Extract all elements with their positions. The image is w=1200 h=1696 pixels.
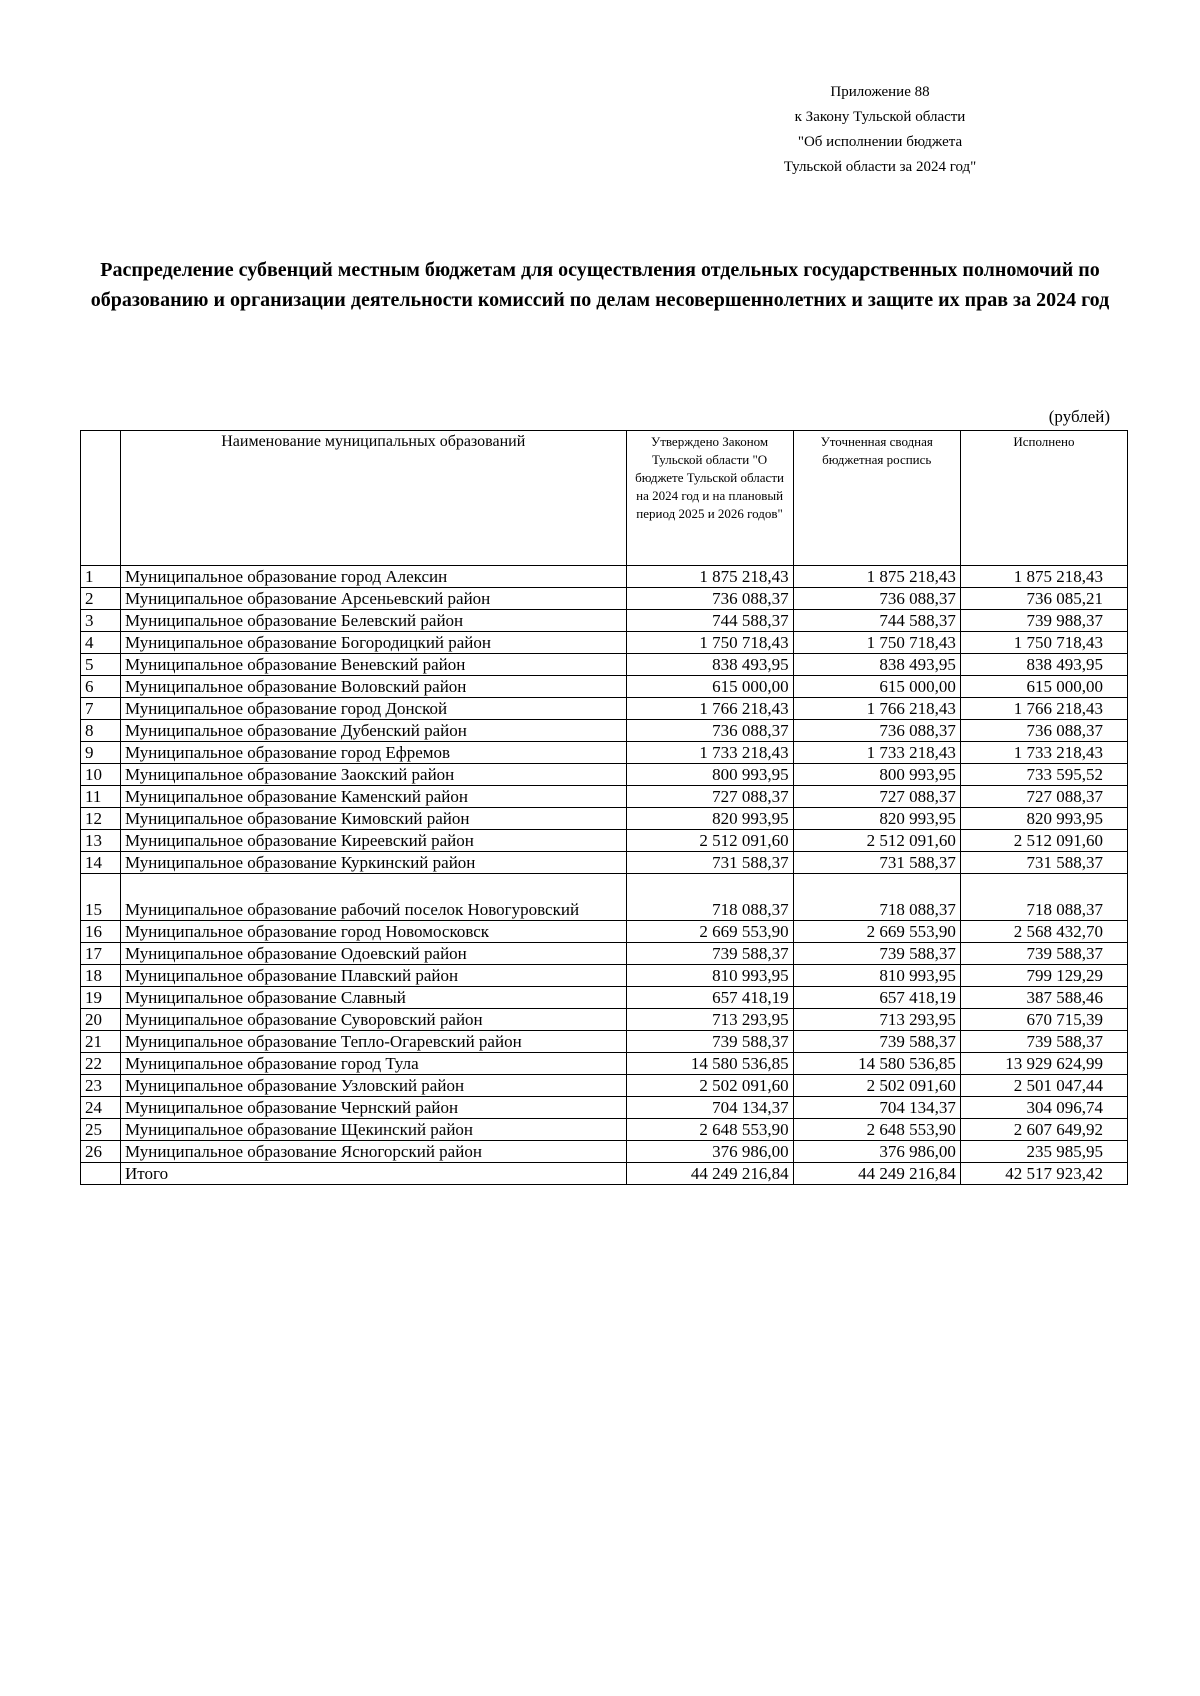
- refined-amount: 739 588,37: [793, 943, 960, 965]
- row-number: 1: [81, 566, 121, 588]
- total-row: [81, 1163, 1128, 1185]
- approved-amount: 615 000,00: [626, 676, 793, 698]
- refined-amount: 44 249 216,84: [793, 1163, 960, 1185]
- executed-amount: 42 517 923,42: [960, 1163, 1127, 1185]
- row-number: 6: [81, 676, 121, 698]
- header-refined: Уточненная сводная бюджетная роспись: [793, 431, 960, 566]
- table-row: [81, 1141, 1128, 1163]
- municipality-name: Муниципальное образование рабочий поселок Новогуровский: [121, 874, 626, 921]
- row-number: 5: [81, 654, 121, 676]
- table-row: [81, 808, 1128, 830]
- row-number: 2: [81, 588, 121, 610]
- approved-amount: 2 669 553,90: [626, 921, 793, 943]
- table-row: [81, 874, 1128, 921]
- executed-amount: 1 733 218,43: [960, 742, 1127, 764]
- row-number: 10: [81, 764, 121, 786]
- municipality-name: Муниципальное образование Славный: [121, 987, 626, 1009]
- approved-amount: 739 588,37: [626, 1031, 793, 1053]
- row-number: 22: [81, 1053, 121, 1075]
- refined-amount: 718 088,37: [793, 874, 960, 921]
- municipality-name: Муниципальное образование Белевский район: [121, 610, 626, 632]
- row-number: 26: [81, 1141, 121, 1163]
- municipality-name: Муниципальное образование Тепло-Огаревский район: [121, 1031, 626, 1053]
- refined-amount: 713 293,95: [793, 1009, 960, 1031]
- refined-amount: 1 875 218,43: [793, 566, 960, 588]
- refined-amount: 657 418,19: [793, 987, 960, 1009]
- header-approved: Утверждено Законом Тульской области "О бюджете Тульской области на 2024 год и на плановый период 2025 и 2026 годов": [626, 431, 793, 566]
- municipality-name: Муниципальное образование Узловский район: [121, 1075, 626, 1097]
- executed-amount: 736 085,21: [960, 588, 1127, 610]
- table-row: [81, 720, 1128, 742]
- table-row: [81, 1009, 1128, 1031]
- refined-amount: 820 993,95: [793, 808, 960, 830]
- municipality-name: Муниципальное образование город Новомосковск: [121, 921, 626, 943]
- refined-amount: 2 648 553,90: [793, 1119, 960, 1141]
- appendix-line: "Об исполнении бюджета: [797, 134, 963, 150]
- municipality-name: Муниципальное образование город Ефремов: [121, 742, 626, 764]
- refined-amount: 1 750 718,43: [793, 632, 960, 654]
- approved-amount: 718 088,37: [626, 874, 793, 921]
- table-row: [81, 852, 1128, 874]
- municipality-name: Муниципальное образование Воловский район: [121, 676, 626, 698]
- municipality-name: Муниципальное образование Одоевский район: [121, 943, 626, 965]
- executed-amount: 304 096,74: [960, 1097, 1127, 1119]
- approved-amount: 2 502 091,60: [626, 1075, 793, 1097]
- table-row: [81, 632, 1128, 654]
- approved-amount: 736 088,37: [626, 720, 793, 742]
- table-row: [81, 1075, 1128, 1097]
- executed-amount: 739 588,37: [960, 943, 1127, 965]
- approved-amount: 44 249 216,84: [626, 1163, 793, 1185]
- municipality-name: Муниципальное образование Чернский район: [121, 1097, 626, 1119]
- approved-amount: 1 766 218,43: [626, 698, 793, 720]
- executed-amount: 733 595,52: [960, 764, 1127, 786]
- row-number: 3: [81, 610, 121, 632]
- approved-amount: 810 993,95: [626, 965, 793, 987]
- executed-amount: 718 088,37: [960, 874, 1127, 921]
- table-row: [81, 987, 1128, 1009]
- municipality-name: Муниципальное образование Киреевский район: [121, 830, 626, 852]
- table-row: [81, 830, 1128, 852]
- approved-amount: 838 493,95: [626, 654, 793, 676]
- executed-amount: 838 493,95: [960, 654, 1127, 676]
- appendix-line: Приложение 88: [830, 84, 930, 100]
- table-row: [81, 764, 1128, 786]
- appendix-line: Тульской области за 2024 год": [783, 159, 977, 175]
- table-row: [81, 588, 1128, 610]
- approved-amount: 376 986,00: [626, 1141, 793, 1163]
- refined-amount: 810 993,95: [793, 965, 960, 987]
- row-number: 11: [81, 786, 121, 808]
- row-number: 15: [81, 874, 121, 921]
- row-number: 16: [81, 921, 121, 943]
- row-number: 25: [81, 1119, 121, 1141]
- approved-amount: 727 088,37: [626, 786, 793, 808]
- row-number: [81, 1163, 121, 1185]
- municipality-name: Муниципальное образование Кимовский район: [121, 808, 626, 830]
- row-number: 14: [81, 852, 121, 874]
- municipality-name: Муниципальное образование Заокский район: [121, 764, 626, 786]
- approved-amount: 1 750 718,43: [626, 632, 793, 654]
- row-number: 21: [81, 1031, 121, 1053]
- row-number: 8: [81, 720, 121, 742]
- approved-amount: 14 580 536,85: [626, 1053, 793, 1075]
- executed-amount: 387 588,46: [960, 987, 1127, 1009]
- table-row: [81, 566, 1128, 588]
- approved-amount: 1 733 218,43: [626, 742, 793, 764]
- table-row: [81, 943, 1128, 965]
- executed-amount: 615 000,00: [960, 676, 1127, 698]
- table-row: [81, 786, 1128, 808]
- refined-amount: 704 134,37: [793, 1097, 960, 1119]
- approved-amount: 731 588,37: [626, 852, 793, 874]
- document-title: Распределение субвенций местным бюджетам для осуществления отдельных государственных полномочий по образованию и организации деятельности комиссий по делам несовершеннолетних и защите их прав за 2024 год: [90, 259, 1110, 311]
- refined-amount: 2 669 553,90: [793, 921, 960, 943]
- row-number: 18: [81, 965, 121, 987]
- municipality-name: Муниципальное образование Каменский район: [121, 786, 626, 808]
- table-body: [81, 566, 1128, 1185]
- municipality-name: Муниципальное образование Дубенский район: [121, 720, 626, 742]
- refined-amount: 1 766 218,43: [793, 698, 960, 720]
- executed-amount: 2 501 047,44: [960, 1075, 1127, 1097]
- executed-amount: 2 512 091,60: [960, 830, 1127, 852]
- municipality-name: Муниципальное образование Суворовский район: [121, 1009, 626, 1031]
- municipality-name: Муниципальное образование Ясногорский район: [121, 1141, 626, 1163]
- executed-amount: 1 766 218,43: [960, 698, 1127, 720]
- municipality-name: Муниципальное образование Плавский район: [121, 965, 626, 987]
- row-number: 13: [81, 830, 121, 852]
- table-row: [81, 610, 1128, 632]
- refined-amount: 727 088,37: [793, 786, 960, 808]
- header-executed: Исполнено: [960, 431, 1127, 566]
- row-number: 23: [81, 1075, 121, 1097]
- municipality-name: Муниципальное образование Арсеньевский район: [121, 588, 626, 610]
- municipality-name: Муниципальное образование город Тула: [121, 1053, 626, 1075]
- municipality-name: Муниципальное образование Щекинский район: [121, 1119, 626, 1141]
- table-row: [81, 698, 1128, 720]
- executed-amount: 727 088,37: [960, 786, 1127, 808]
- row-number: 19: [81, 987, 121, 1009]
- table-row: [81, 676, 1128, 698]
- executed-amount: 13 929 624,99: [960, 1053, 1127, 1075]
- executed-amount: 820 993,95: [960, 808, 1127, 830]
- refined-amount: 2 502 091,60: [793, 1075, 960, 1097]
- municipality-name: Муниципальное образование Богородицкий район: [121, 632, 626, 654]
- refined-amount: 739 588,37: [793, 1031, 960, 1053]
- table-header-row: [81, 431, 1128, 566]
- municipality-name: Муниципальное образование Веневский район: [121, 654, 626, 676]
- approved-amount: 713 293,95: [626, 1009, 793, 1031]
- refined-amount: 1 733 218,43: [793, 742, 960, 764]
- refined-amount: 744 588,37: [793, 610, 960, 632]
- executed-amount: 2 568 432,70: [960, 921, 1127, 943]
- table-row: [81, 1097, 1128, 1119]
- municipality-name: Итого: [121, 1163, 626, 1185]
- approved-amount: 820 993,95: [626, 808, 793, 830]
- executed-amount: 739 988,37: [960, 610, 1127, 632]
- refined-amount: 2 512 091,60: [793, 830, 960, 852]
- executed-amount: 739 588,37: [960, 1031, 1127, 1053]
- subvention-table: [80, 430, 1128, 1185]
- row-number: 17: [81, 943, 121, 965]
- refined-amount: 800 993,95: [793, 764, 960, 786]
- approved-amount: 744 588,37: [626, 610, 793, 632]
- table-row: [81, 921, 1128, 943]
- row-number: 7: [81, 698, 121, 720]
- approved-amount: 736 088,37: [626, 588, 793, 610]
- table-row: [81, 1031, 1128, 1053]
- approved-amount: 739 588,37: [626, 943, 793, 965]
- table-row: [81, 654, 1128, 676]
- municipality-name: Муниципальное образование город Алексин: [121, 566, 626, 588]
- units-label: (рублей): [1048, 407, 1110, 426]
- row-number: 4: [81, 632, 121, 654]
- approved-amount: 704 134,37: [626, 1097, 793, 1119]
- appendix-note: [760, 80, 1000, 180]
- executed-amount: 731 588,37: [960, 852, 1127, 874]
- approved-amount: 800 993,95: [626, 764, 793, 786]
- header-name: Наименование муниципальных образований: [121, 431, 626, 566]
- executed-amount: 736 088,37: [960, 720, 1127, 742]
- refined-amount: 615 000,00: [793, 676, 960, 698]
- table-row: [81, 965, 1128, 987]
- approved-amount: 1 875 218,43: [626, 566, 793, 588]
- municipality-name: Муниципальное образование Куркинский район: [121, 852, 626, 874]
- row-number: 9: [81, 742, 121, 764]
- approved-amount: 2 512 091,60: [626, 830, 793, 852]
- table-row: [81, 1053, 1128, 1075]
- appendix-line: к Закону Тульской области: [794, 109, 966, 125]
- refined-amount: 736 088,37: [793, 720, 960, 742]
- row-number: 12: [81, 808, 121, 830]
- row-number: 20: [81, 1009, 121, 1031]
- refined-amount: 731 588,37: [793, 852, 960, 874]
- refined-amount: 736 088,37: [793, 588, 960, 610]
- municipality-name: Муниципальное образование город Донской: [121, 698, 626, 720]
- approved-amount: 2 648 553,90: [626, 1119, 793, 1141]
- table-row: [81, 1119, 1128, 1141]
- executed-amount: 1 875 218,43: [960, 566, 1127, 588]
- refined-amount: 838 493,95: [793, 654, 960, 676]
- executed-amount: 2 607 649,92: [960, 1119, 1127, 1141]
- refined-amount: 14 580 536,85: [793, 1053, 960, 1075]
- executed-amount: 1 750 718,43: [960, 632, 1127, 654]
- executed-amount: 235 985,95: [960, 1141, 1127, 1163]
- header-num: [81, 431, 121, 566]
- refined-amount: 376 986,00: [793, 1141, 960, 1163]
- row-number: 24: [81, 1097, 121, 1119]
- approved-amount: 657 418,19: [626, 987, 793, 1009]
- executed-amount: 799 129,29: [960, 965, 1127, 987]
- table-row: [81, 742, 1128, 764]
- executed-amount: 670 715,39: [960, 1009, 1127, 1031]
